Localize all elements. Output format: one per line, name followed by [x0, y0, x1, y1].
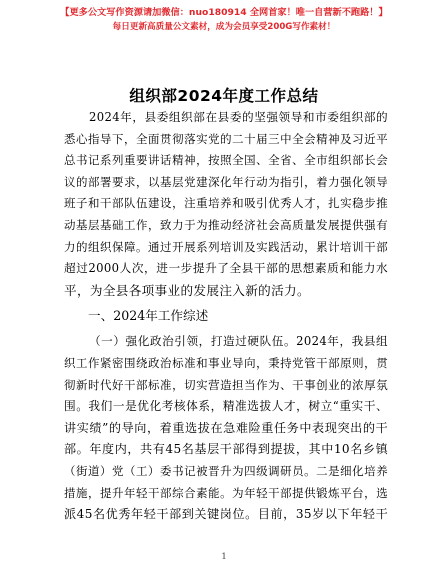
text-line: 悉心指导下，全面贯彻落实党的二十届三中全会精神及习近平: [64, 131, 388, 146]
text-line: 动基层基础工作，致力于为推动经济社会高质量发展提供强有: [64, 217, 388, 232]
text-line: 讲实绩”的导向，着重选拔在急难险重任务中表现突出的干: [64, 420, 388, 435]
text-line: 彻新时代好干部标准，切实营造担当作为、干事创业的浓厚氛: [64, 377, 388, 392]
section-1-paragraph: [64, 331, 388, 525]
text-line: （街道）党（工）委书记被晋升为四级调研员。二是细化培养: [64, 463, 388, 478]
text-line: 围。我们一是优化考核体系，精准选拔人才，树立“重实干、: [64, 399, 388, 414]
text-line: （一）强化政治引领，打造过硬队伍。2024年，我县组: [89, 334, 388, 349]
text-line: 派45名优秀年轻干部到关键岗位。目前，35岁以下年轻干: [64, 507, 388, 522]
promo-banner-line-2: 每日更新高质量公文素材，成为会员享受200G写作素材！: [112, 22, 336, 32]
section-heading: 一、2024年工作综述: [88, 308, 209, 324]
page-number: 1: [221, 552, 227, 561]
promo-banner: [0, 6, 448, 34]
document-title: 组织部2024年度工作总结: [129, 87, 319, 105]
document-body: [64, 107, 388, 526]
text-line: 部。年度内，共有45名基层干部得到提拔，其中10名乡镇: [64, 442, 388, 457]
text-line: 织工作紧密围绕政治标准和事业导向，秉持党管干部原则，贯: [64, 355, 388, 370]
text-line: 班子和干部队伍建设，注重培养和吸引优秀人才，扎实稳步推: [64, 196, 388, 211]
promo-banner-line-1: 【更多公文写作资源请加微信：nuo180914 全网首家！唯一自营新不跑路！】: [60, 7, 388, 18]
text-line: 2024年，县委组织部在县委的坚强领导和市委组织部的: [89, 110, 388, 124]
text-line: 议的部署要求，以基层党建深化年行动为指引，着力强化领导: [64, 174, 388, 189]
text-line: 力的组织保障。通过开展系列培训及实践活动，累计培训干部: [64, 239, 388, 254]
text-line: 超过2000人次，进一步提升了全县干部的思想素质和能力水: [64, 261, 388, 276]
text-line: 平，为全县各项事业的发展注入新的活力。: [64, 282, 310, 298]
intro-paragraph: [64, 107, 388, 301]
text-line: 措施，提升年轻干部综合素能。为年轻干部提供锻炼平台，选: [64, 485, 388, 500]
text-line: 总书记系列重要讲话精神，按照全国、全省、全市组织部长会: [64, 153, 388, 168]
